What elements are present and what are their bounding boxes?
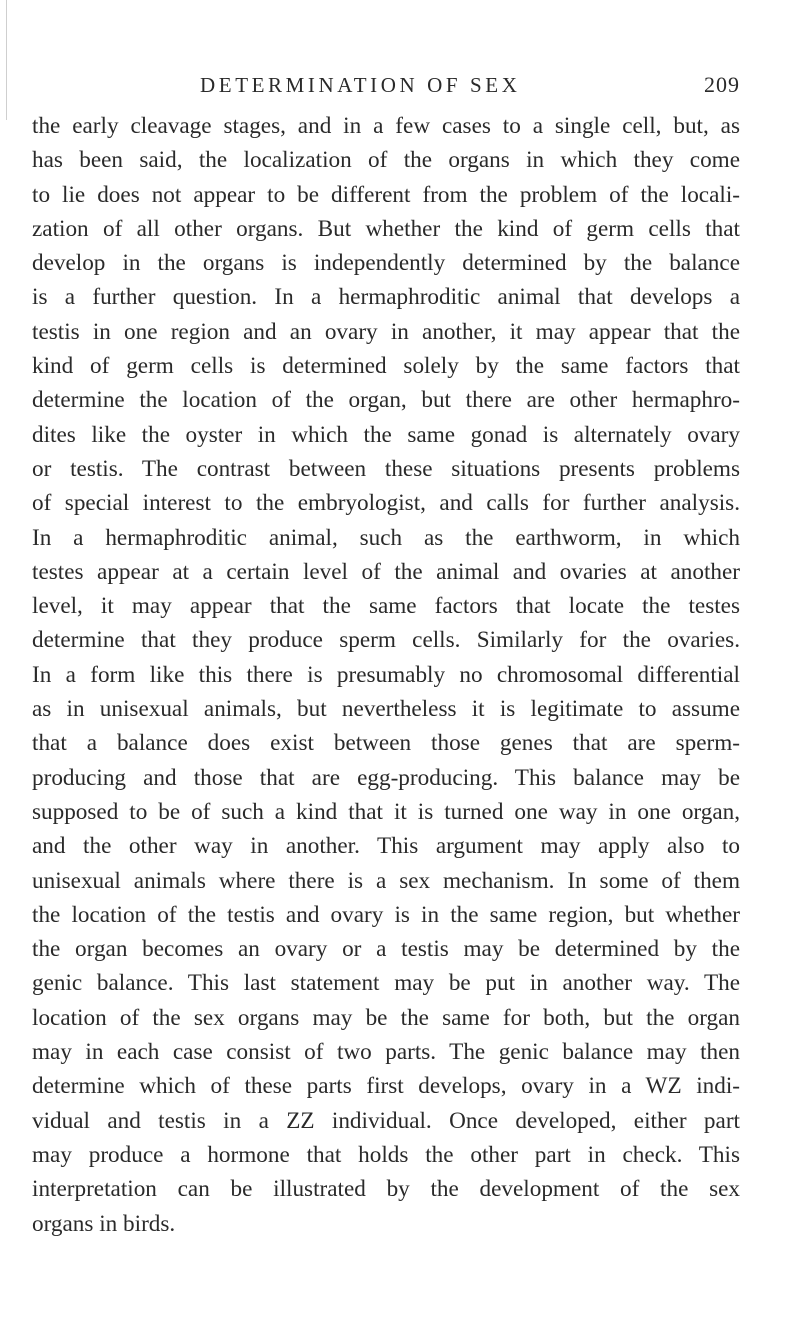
text-line: the location of the testis and ovary is in the same region, but whether bbox=[32, 901, 740, 928]
text-line: kind of germ cells is determined solely by the same factors that bbox=[32, 353, 740, 380]
text-line: is a further question. In a hermaphroditic animal that develops a bbox=[32, 284, 740, 311]
text-line: of special interest to the embryologist, and calls for further analysis. bbox=[32, 490, 740, 517]
text-line: may produce a hormone that holds the other part in check. This bbox=[32, 1141, 740, 1168]
text-line: to lie does not appear to be different from the problem of the locali- bbox=[32, 181, 740, 208]
running-head-title: DETERMINATION OF SEX bbox=[200, 73, 521, 97]
text-line: interpretation can be illustrated by the development of the sex bbox=[32, 1176, 740, 1203]
text-line: determine which of these parts first develops, ovary in a WZ indi- bbox=[32, 1073, 740, 1100]
text-line: may in each case consist of two parts. The genic balance may then bbox=[32, 1039, 740, 1066]
text-line: that a balance does exist between those genes that are sperm- bbox=[32, 730, 740, 757]
text-line: determine the location of the organ, but there are other hermaphro- bbox=[32, 387, 740, 414]
text-line: In a hermaphroditic animal, such as the earthworm, in which bbox=[32, 524, 740, 551]
text-line: determine that they produce sperm cells. Similarly for the ovaries. bbox=[32, 627, 740, 654]
text-line: In a form like this there is presumably no chromosomal differential bbox=[32, 661, 740, 688]
text-line: develop in the organs is independently determined by the balance bbox=[32, 250, 740, 277]
text-line: or testis. The contrast between these situations presents problems bbox=[32, 455, 740, 482]
running-head bbox=[200, 72, 740, 102]
text-line: zation of all other organs. But whether the kind of germ cells that bbox=[32, 215, 740, 242]
text-line: vidual and testis in a ZZ individual. Once developed, either part bbox=[32, 1107, 740, 1134]
text-line: testis in one region and an ovary in another, it may appear that the bbox=[32, 318, 740, 345]
text-line: as in unisexual animals, but nevertheless it is legitimate to assume bbox=[32, 696, 740, 723]
page-number: 209 bbox=[704, 72, 740, 97]
text-line: the organ becomes an ovary or a testis may be determined by the bbox=[32, 936, 740, 963]
text-line: has been said, the localization of the organs in which they come bbox=[32, 147, 740, 174]
text-line: the early cleavage stages, and in a few cases to a single cell, but, as bbox=[32, 113, 740, 139]
text-line: supposed to be of such a kind that it is turned one way in one organ, bbox=[32, 798, 740, 825]
body-paragraph bbox=[32, 109, 740, 1241]
text-line: dites like the oyster in which the same gonad is alternately ovary bbox=[32, 421, 740, 448]
text-line: genic balance. This last statement may be put in another way. The bbox=[32, 970, 740, 997]
text-line: level, it may appear that the same factors that locate the testes bbox=[32, 593, 740, 620]
text-line: and the other way in another. This argument may apply also to bbox=[32, 833, 740, 860]
text-line: unisexual animals where there is a sex mechanism. In some of them bbox=[32, 867, 740, 894]
text-line: producing and those that are egg-producing. This balance may be bbox=[32, 764, 740, 791]
text-line: location of the sex organs may be the same for both, but the organ bbox=[32, 1004, 740, 1031]
text-line: organs in birds. bbox=[32, 1210, 176, 1237]
text-line: testes appear at a certain level of the animal and ovaries at another bbox=[32, 558, 740, 585]
page-edge-rule bbox=[6, 0, 7, 120]
